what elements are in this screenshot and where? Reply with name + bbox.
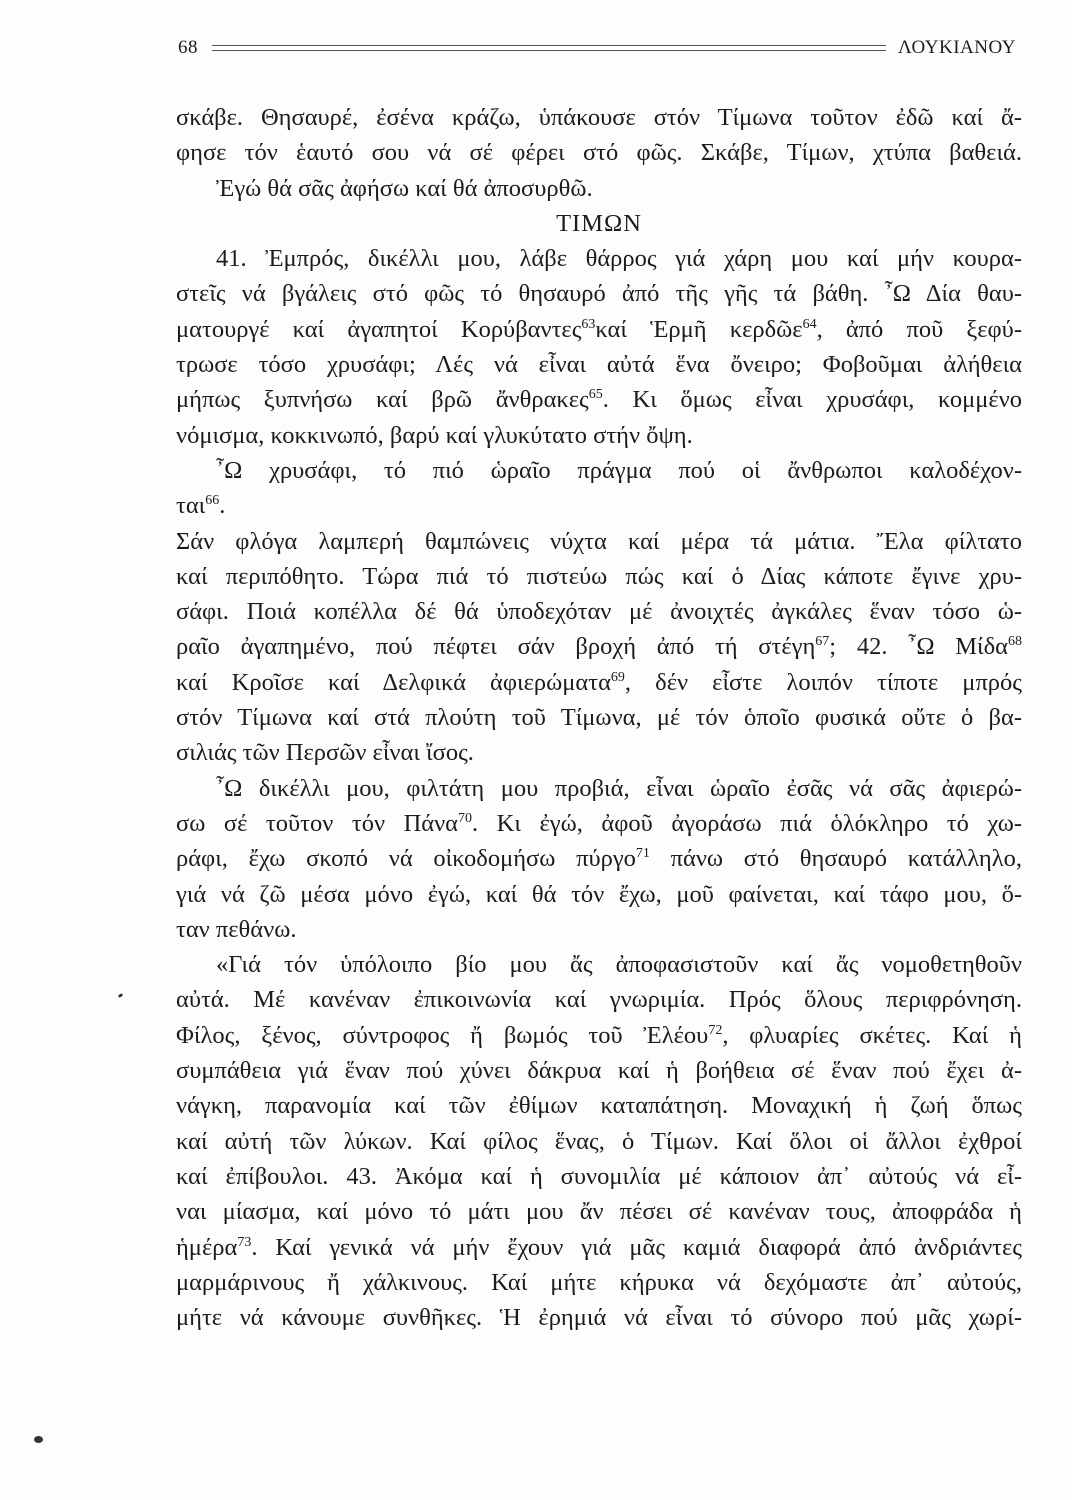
text-line: φησε τόν ἑαυτό σου νά σέ φέρει στό φῶς. Σκάβε, Τίμων, χτύπα βαθειά. xyxy=(176,139,1022,167)
footnote-ref: 69 xyxy=(610,669,625,685)
text-line: ράφι, ἔχω σκοπό νά οἰκοδομήσω πύργο$^{71}$ πάνω στό θησαυρό κατάλληλο, xyxy=(176,845,1022,873)
text-line: στόν Τίμωνα καί στά πλούτη τοῦ Τίμωνα, μέ τόν ὁποῖο φυσικά οὔτε ὁ βα- xyxy=(176,704,1022,732)
text-line: μήπως ξυπνήσω καί βρῶ ἄνθρακες$^{65}$. Κι ὅμως εἶναι χρυσάφι, κομμένο xyxy=(176,386,1022,414)
text-line: σάφι. Ποιά κοπέλλα δέ θά ὑποδεχόταν μέ ἀνοιχτές ἀγκάλες ἕναν τόσο ὡ- xyxy=(176,598,1022,626)
text-line: σιλιάς τῶν Περσῶν εἶναι ἴσος. xyxy=(176,739,474,767)
text-line: μήτε νά κάνουμε συνθῆκες. Ἡ ἐρημιά νά εἶναι τό σύνορο πού μᾶς χωρί- xyxy=(176,1304,1022,1332)
text-line: ῏Ω χρυσάφι, τό πιό ὡραῖο πράγμα πού οἱ ἄνθρωποι καλοδέχον- xyxy=(216,456,1022,484)
text-line: ματουργέ καί ἀγαπητοί Κορύβαντες$^{63}$καί Ἑρμῆ κερδῶε$^{64}$, ἀπό ποῦ ξεφύ- xyxy=(176,315,1022,343)
text-line: 41. Ἐμπρός, δικέλλι μου, λάβε θάρρος γιά χάρη μου καί μήν κουρα- xyxy=(216,245,1022,273)
footnote-ref: 67 xyxy=(815,634,830,650)
footnote-ref: 70 xyxy=(458,810,473,826)
text-line: ραῖο ἀγαπημένο, πού πέφτει σάν βροχή ἀπό τή στέγη$^{67}$; 42. ῏Ω Μίδα$^{68}$ xyxy=(176,633,1022,661)
footnote-ref: 64 xyxy=(802,316,817,332)
page-number: 68 xyxy=(178,37,198,58)
ink-speck xyxy=(118,993,124,998)
text-line: σκάβε. Θησαυρέ, ἐσένα κράζω, ὑπάκουσε στόν Τίμωνα τοῦτον ἐδῶ καί ἄ- xyxy=(176,104,1022,131)
text-line: ῏Ω δικέλλι μου, φιλτάτη μου προβιά, εἶναι ὡραῖο ἐσᾶς νά σᾶς ἀφιερώ- xyxy=(216,774,1022,802)
text-line: Φίλος, ξένος, σύντροφος ἤ βωμός τοῦ Ἐλέου$^{72}$, φλυαρίες σκέτες. Καί ἡ xyxy=(176,1021,1022,1049)
text-line: Σάν φλόγα λαμπερή θαμπώνεις νύχτα καί μέρα τά μάτια. Ἔλα φίλτατο xyxy=(176,527,1022,555)
text-line: καί περιπόθητο. Τώρα πιά τό πιστεύω πώς καί ὁ Δίας κάποτε ἔγινε χρυ- xyxy=(176,562,1022,590)
text-line: Ἐγώ θά σᾶς ἀφήσω καί θά ἀποσυρθῶ. xyxy=(216,174,593,202)
text-line: συμπάθεια γιά ἕναν πού χύνει δάκρυα καί ἡ βοήθεια σέ ἕναν πού ἔχει ἀ- xyxy=(176,1057,1022,1085)
footnote-ref: 63 xyxy=(581,316,596,332)
footnote-ref: 72 xyxy=(708,1022,723,1038)
text-line: σω σέ τοῦτον τόν Πάνα$^{70}$. Κι ἐγώ, ἀφοῦ ἀγοράσω πιά ὁλόκληρο τό χω- xyxy=(176,809,1022,837)
text-line: μαρμάρινους ἤ χάλκινους. Καί μήτε κήρυκα νά δεχόμαστε ἀπ᾽ αὐτούς, xyxy=(176,1268,1022,1296)
speaker-heading: ΤΙΜΩΝ xyxy=(556,209,642,237)
text-line: νόμισμα, κοκκινωπό, βαρύ καί γλυκύτατο στήν ὄψη. xyxy=(176,421,693,449)
text-line: ται$^{66}$. xyxy=(176,492,226,520)
main-text xyxy=(176,100,1022,1335)
footnote-ref: 73 xyxy=(237,1234,252,1250)
text-line: στεῖς νά βγάλεις στό φῶς τό θησαυρό ἀπό τῆς γῆς τά βάθη. ῏Ω Δία θαυ- xyxy=(176,280,1022,308)
text-line: ναι μίασμα, καί μόνο τό μάτι μου ἄν πέσει σέ κανέναν τους, ἀποφράδα ἡ xyxy=(176,1198,1022,1226)
text-line: «Γιά τόν ὑπόλοιπο βίο μου ἄς ἀποφασιστοῦν καί ἄς νομοθετηθοῦν xyxy=(216,951,1022,979)
footnote-ref: 65 xyxy=(588,387,603,403)
footnote-ref: 68 xyxy=(1008,634,1022,650)
text-line: αὐτά. Μέ κανέναν ἐπικοινωνία καί γνωριμία. Πρός ὅλους περιφρόνηση. xyxy=(176,986,1022,1014)
text-line: καί αὐτή τῶν λύκων. Καί φίλος ἕνας, ὁ Τίμων. Καί ὅλοι οἱ ἄλλοι ἐχθροί xyxy=(176,1127,1022,1155)
text-line: καί ἐπίβουλοι. 43. Ἀκόμα καί ἡ συνομιλία μέ κάποιον ἀπ᾽ αὐτούς νά εἶ- xyxy=(176,1162,1022,1190)
text-line: ἡμέρα$^{73}$. Καί γενικά νά μήν ἔχουν γιά μᾶς καμιά διαφορά ἀπό ἀνδριάντες xyxy=(176,1233,1022,1261)
text-line: ταν πεθάνω. xyxy=(176,915,297,943)
page-header xyxy=(178,36,1016,60)
text-line: νάγκη, παρανομία καί τῶν ἐθίμων καταπάτηση. Μοναχική ἡ ζωή ὅπως xyxy=(176,1092,1022,1120)
text-line: γιά νά ζῶ μέσα μόνο ἐγώ, καί θά τόν ἔχω, μοῦ φαίνεται, καί τάφο μου, ὅ- xyxy=(176,880,1022,908)
footnote-ref: 66 xyxy=(205,493,220,509)
ink-speck xyxy=(34,1436,43,1443)
running-title: ΛΟΥΚΙΑΝΟΥ xyxy=(898,37,1016,58)
text-line: τρωσε τόσο χρυσάφι; Λές νά εἶναι αὐτά ἕνα ὄνειρο; Φοβοῦμαι ἀλήθεια xyxy=(176,351,1022,379)
text-line: καί Κροῖσε καί Δελφικά ἀφιερώματα$^{69}$, δέν εἶστε λοιπόν τίποτε μπρός xyxy=(176,668,1022,696)
header-rule xyxy=(212,45,886,51)
footnote-ref: 71 xyxy=(635,846,650,862)
